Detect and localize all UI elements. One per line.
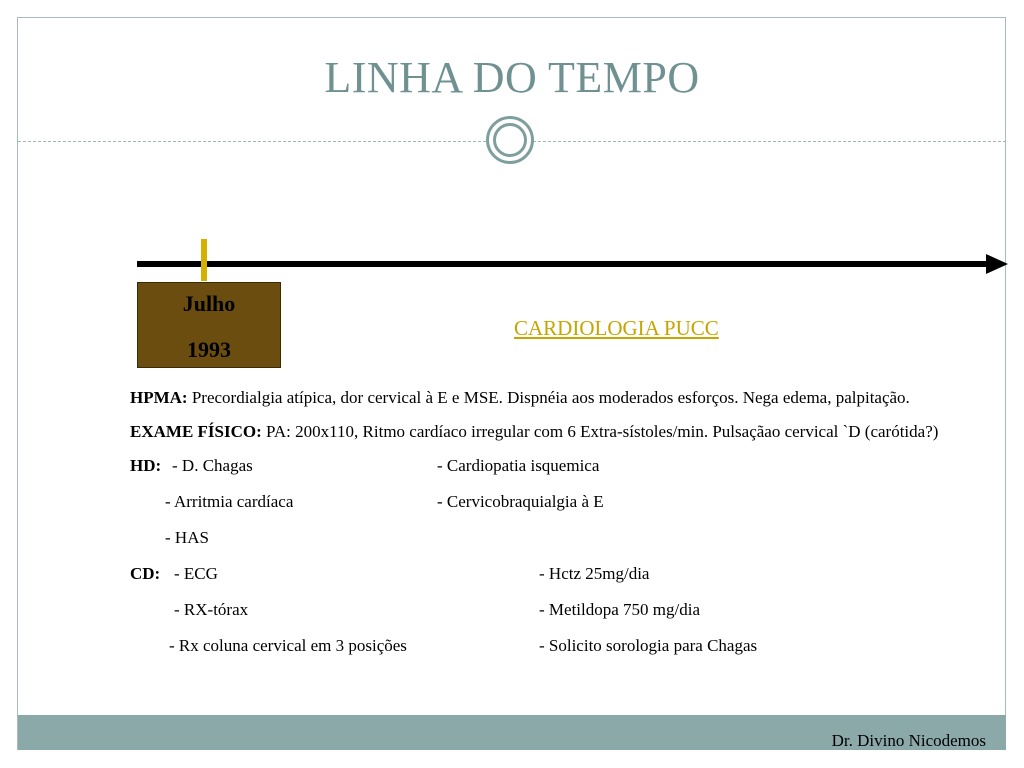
hpma-text: Precordialgia atípica, dor cervical à E e MSE. Dispnéia aos moderados esforços. Nega edema, palpitação. bbox=[191, 388, 910, 407]
cd-label-text: CD: bbox=[130, 564, 161, 583]
hpma-paragraph bbox=[130, 386, 1014, 409]
cd-row bbox=[130, 634, 1014, 657]
hd-row bbox=[130, 490, 1014, 513]
hd-label-text: HD: bbox=[130, 456, 162, 475]
timeline-date-box bbox=[137, 282, 281, 368]
timeline-year: 1993 bbox=[187, 337, 231, 362]
exame-text: PA: 200x110, Ritmo cardíaco irregular com 6 Extra-sístoles/min. Pulsaçãao cervical `D (carótida?) bbox=[266, 422, 939, 441]
hd-item: - Cervicobraquialgia à E bbox=[437, 492, 604, 511]
exame-label: EXAME FÍSICO: bbox=[130, 422, 262, 441]
cd-item: - ECG bbox=[174, 564, 218, 583]
cd-item: - Hctz 25mg/dia bbox=[539, 564, 650, 583]
author-name: Dr. Divino Nicodemos bbox=[831, 731, 986, 750]
cd-row bbox=[130, 598, 1014, 621]
hd-item: - Arritmia cardíaca bbox=[165, 492, 294, 511]
timeline-arrow-head-icon bbox=[986, 254, 1008, 274]
timeline-graphic bbox=[0, 0, 1024, 300]
hpma-label: HPMA: bbox=[130, 388, 188, 407]
hd-row bbox=[130, 454, 1014, 477]
hd-item: - D. Chagas bbox=[172, 456, 253, 475]
exame-paragraph bbox=[130, 420, 1014, 443]
hd-label bbox=[130, 454, 161, 477]
cd-item: - Solicito sorologia para Chagas bbox=[539, 636, 758, 655]
timeline-month: Julho bbox=[182, 291, 236, 316]
hd-item: - HAS bbox=[165, 528, 209, 547]
slide-title: LINHA DO TEMPO bbox=[324, 53, 700, 102]
cd-label bbox=[130, 562, 160, 585]
hd-row bbox=[130, 526, 1014, 549]
cd-item: - RX-tórax bbox=[174, 600, 249, 619]
cd-item: - Rx coluna cervical em 3 posições bbox=[169, 636, 407, 655]
footer-bar bbox=[18, 715, 1006, 750]
clinical-notes bbox=[130, 386, 1014, 670]
cd-row bbox=[130, 562, 1014, 585]
section-subtitle: CARDIOLOGIA PUCC bbox=[514, 316, 719, 340]
cd-item: - Metildopa 750 mg/dia bbox=[539, 600, 701, 619]
hd-item: - Cardiopatia isquemica bbox=[437, 456, 600, 475]
